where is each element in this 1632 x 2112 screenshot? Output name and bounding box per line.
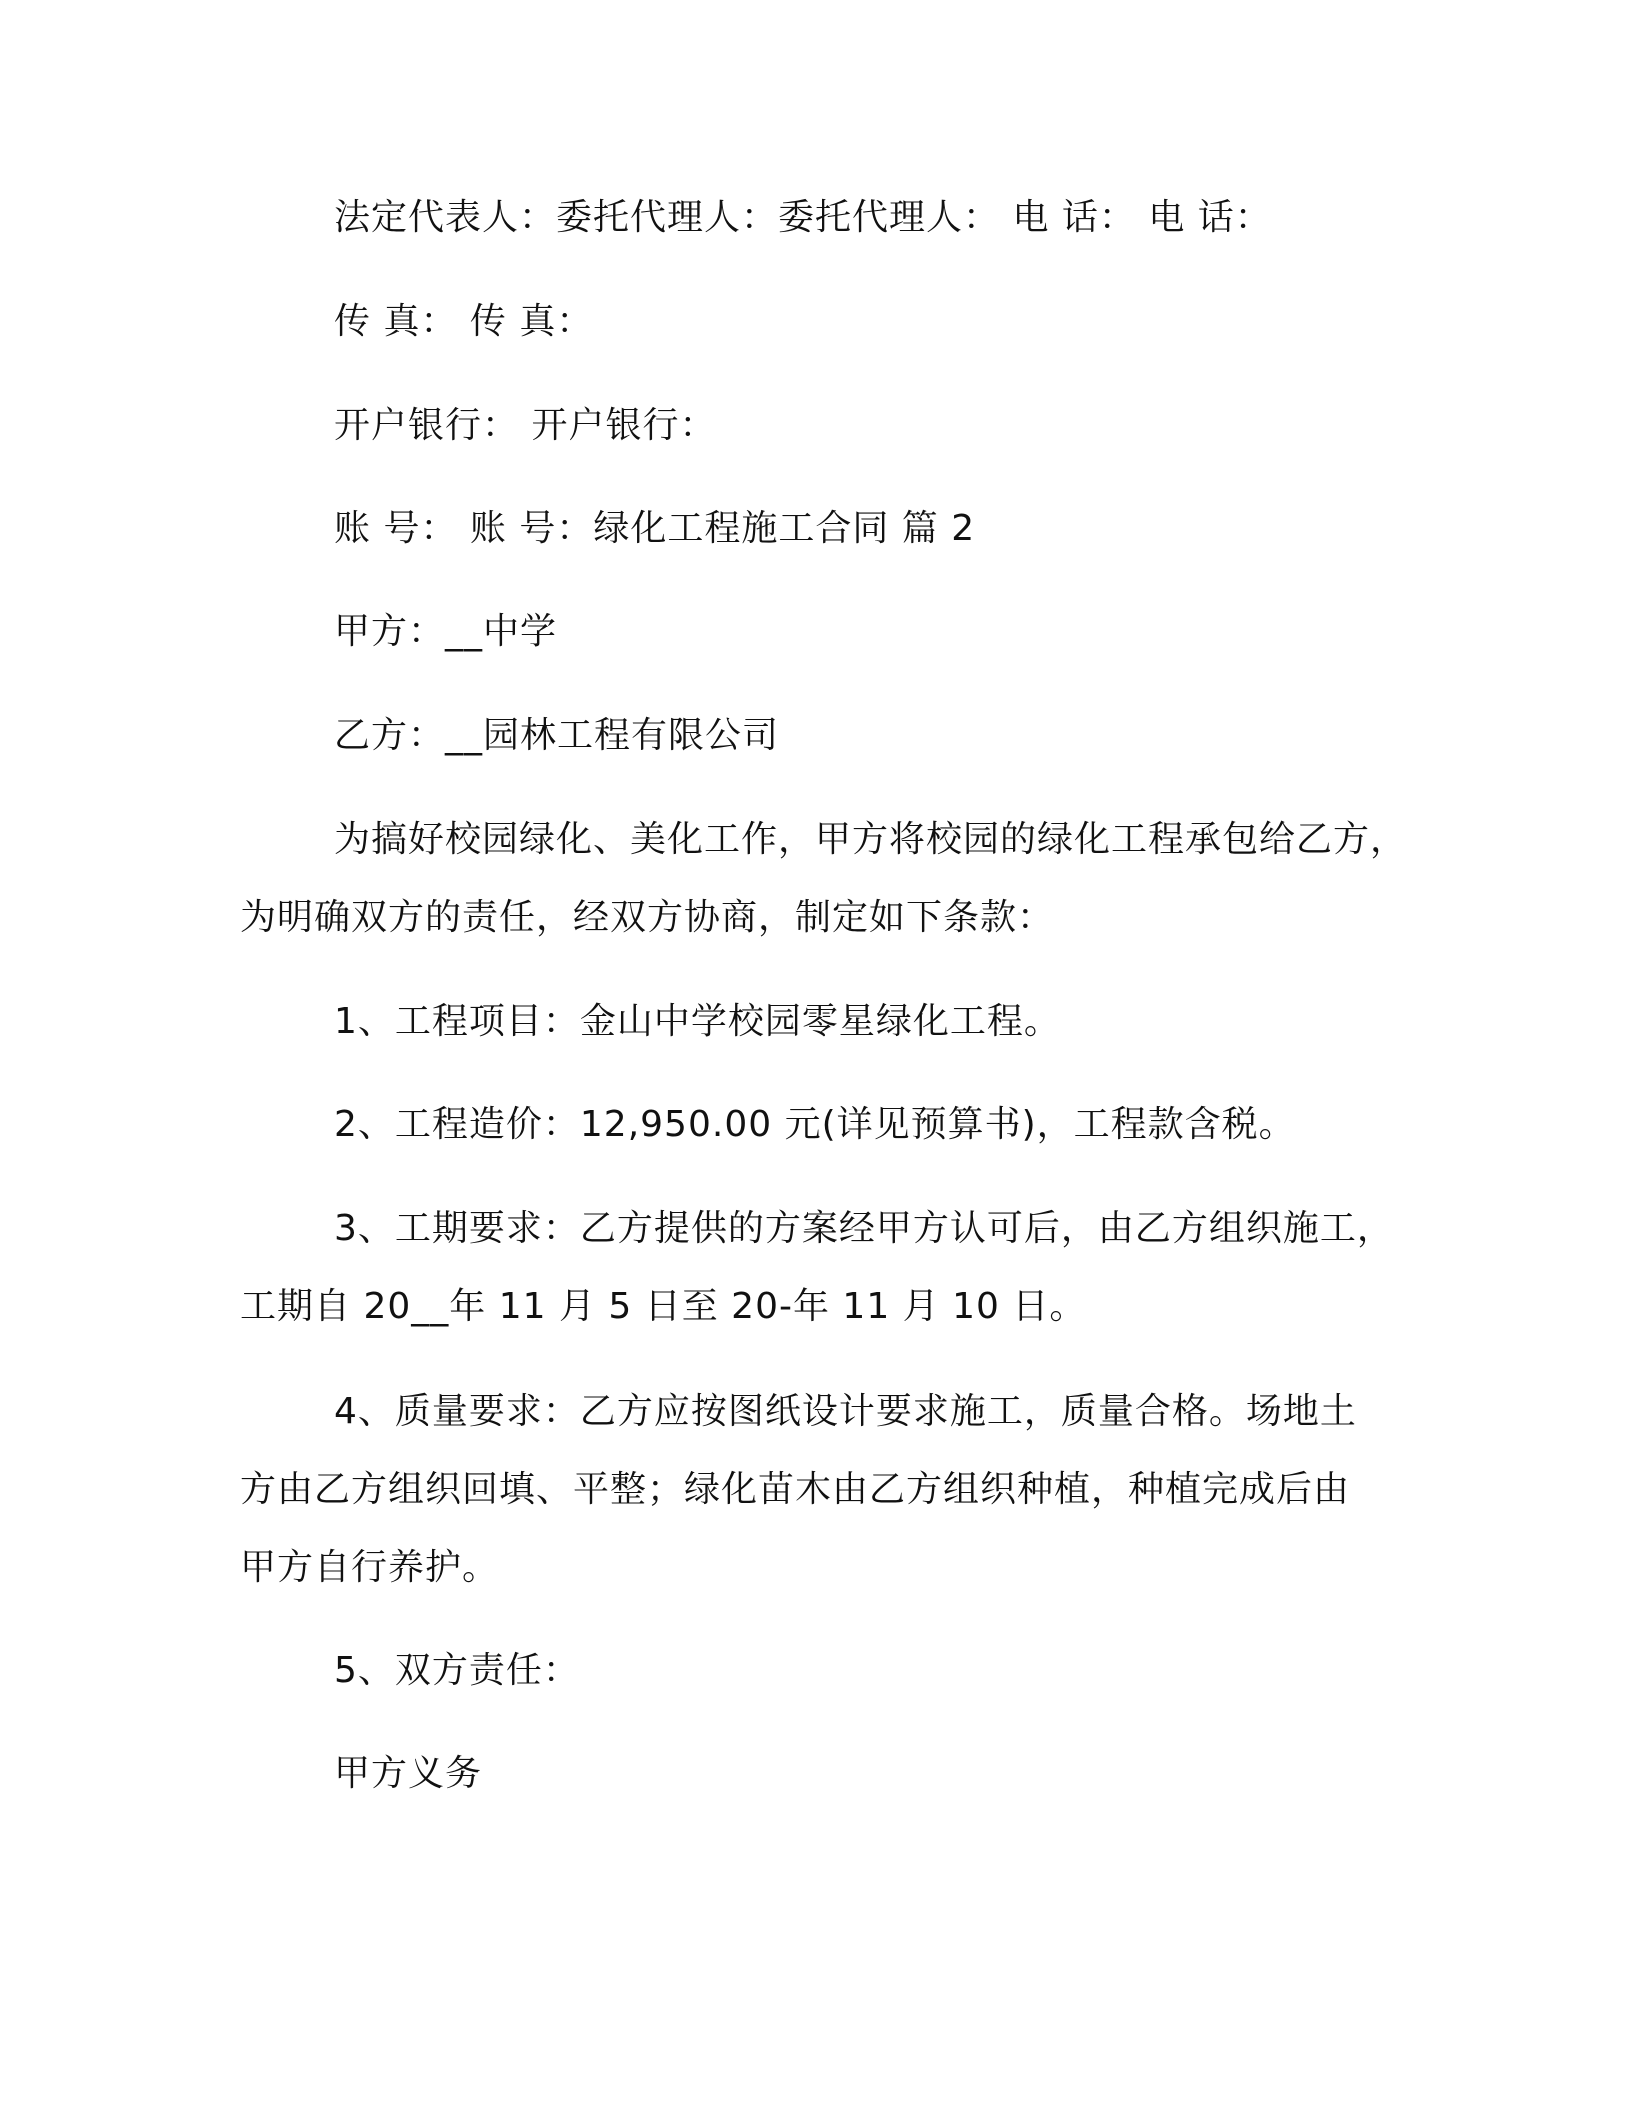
clause-5-heading: 5、双方责任： — [334, 1650, 580, 1691]
clause-3-line-1: 3、工期要求：乙方提供的方案经甲方认可后，由乙方组织施工， — [334, 1208, 1394, 1249]
intro-paragraph-line-1: 为搞好校园绿化、美化工作，甲方将校园的绿化工程承包给乙方， — [334, 819, 1408, 860]
party-b-line: 乙方：__园林工程有限公司 — [334, 715, 780, 756]
intro-paragraph-line-2: 为明确双方的责任，经双方协商，制定如下条款： — [240, 897, 1055, 938]
clause-4-line-1: 4、质量要求：乙方应按图纸设计要求施工，质量合格。场地土 — [334, 1391, 1357, 1432]
clause-4-line-3: 甲方自行养护。 — [240, 1547, 500, 1588]
party-a-duties-heading: 甲方义务 — [334, 1753, 483, 1794]
fax-line: 传 真： 传 真： — [334, 301, 594, 342]
bank-line: 开户银行： 开户银行： — [334, 405, 717, 446]
account-line: 账 号： 账 号：绿化工程施工合同 篇 2 — [334, 508, 976, 549]
clause-1-line: 1、工程项目：金山中学校园零星绿化工程。 — [334, 1001, 1061, 1042]
party-a-line: 甲方：__中学 — [334, 611, 558, 652]
party-representative-line: 法定代表人：委托代理人：委托代理人： 电 话： 电 话： — [334, 197, 1272, 238]
clause-2-line: 2、工程造价：12,950.00 元(详见预算书)，工程款含税。 — [334, 1104, 1296, 1145]
clause-3-line-2: 工期自 20__年 11 月 5 日至 20-年 11 月 10 日。 — [240, 1286, 1087, 1327]
clause-4-line-2: 方由乙方组织回填、平整；绿化苗木由乙方组织种植，种植完成后由 — [240, 1469, 1351, 1510]
